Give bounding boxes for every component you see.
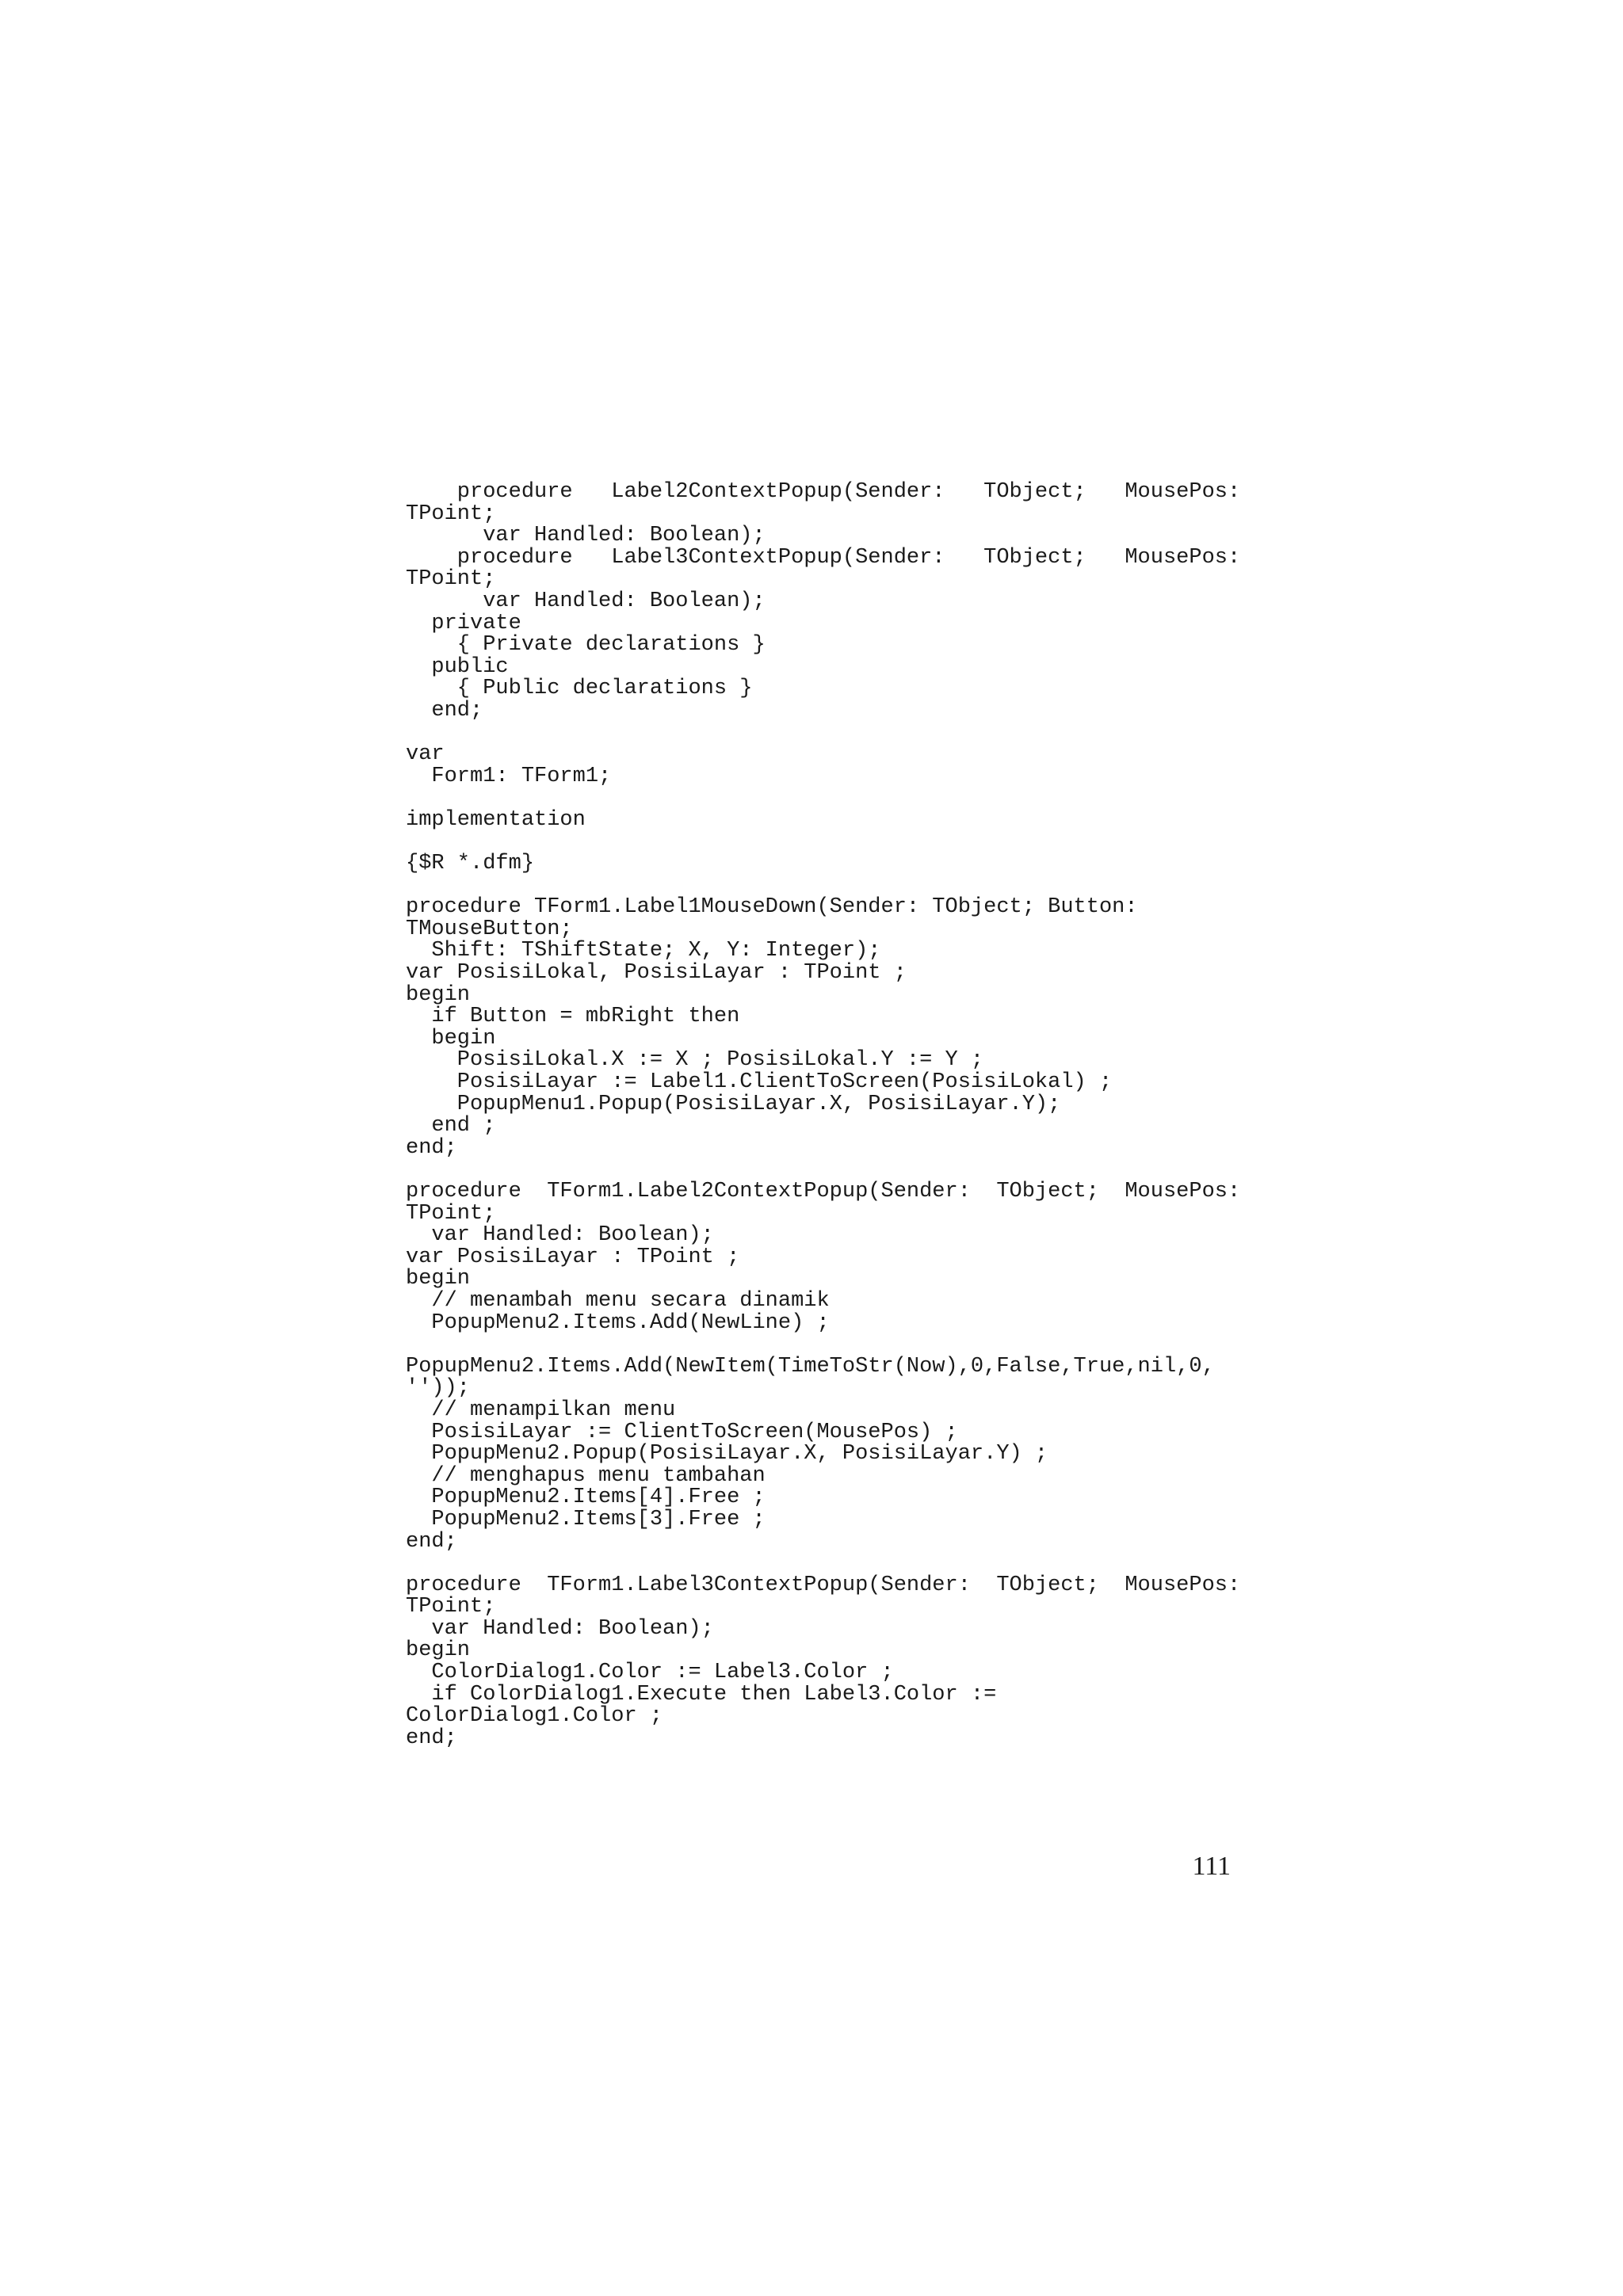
code-line: procedure Label2ContextPopup(Sender: TObject; MousePos: (406, 480, 1241, 504)
code-line: end ; (406, 1114, 496, 1138)
code-line: // menampilkan menu (406, 1398, 676, 1422)
code-line: if Button = mbRight then (406, 1005, 740, 1029)
code-line: {$R *.dfm} (406, 852, 535, 876)
code-line: PopupMenu1.Popup(PosisiLayar.X, PosisiLayar.Y); (406, 1092, 1061, 1116)
code-line: if ColorDialog1.Execute then Label3.Color := (406, 1682, 997, 1707)
code-line: var Handled: Boolean); (406, 524, 766, 548)
code-line (406, 1553, 1239, 1575)
code-line: ColorDialog1.Color ; (406, 1704, 663, 1729)
code-line: var Handled: Boolean); (406, 589, 766, 613)
code-line: PosisiLayar := ClientToScreen(MousePos) ; (406, 1420, 958, 1444)
code-line: begin (406, 1638, 471, 1663)
code-line: var (406, 742, 445, 767)
code-line (406, 832, 1239, 854)
code-line: Form1: TForm1; (406, 764, 612, 788)
code-line: var PosisiLayar : TPoint ; (406, 1245, 740, 1269)
code-line: PopupMenu2.Items.Add(NewItem(TimeToStr(Now),0,False,True,nil,0, (406, 1354, 1215, 1379)
code-line: end; (406, 1529, 457, 1554)
code-line (406, 1749, 1239, 1772)
code-line (406, 875, 1239, 898)
code-line: private (406, 611, 521, 635)
code-line: PopupMenu2.Popup(PosisiLayar.X, PosisiLayar.Y) ; (406, 1442, 1048, 1466)
code-line: procedure TForm1.Label2ContextPopup(Sender: TObject; MousePos: (406, 1180, 1241, 1203)
code-line (406, 723, 1239, 745)
code-line: PopupMenu2.Items[4].Free ; (406, 1486, 766, 1510)
code-line: TMouseButton; (406, 917, 573, 941)
code-line: end; (406, 1726, 457, 1750)
code-line: PosisiLayar := Label1.ClientToScreen(PosisiLokal) ; (406, 1070, 1113, 1095)
code-line: { Private declarations } (406, 633, 766, 658)
code-line: PopupMenu2.Items.Add(NewLine) ; (406, 1310, 830, 1335)
code-line: PosisiLokal.X := X ; PosisiLokal.Y := Y ; (406, 1048, 984, 1073)
code-line (406, 1334, 1239, 1356)
code-line: TPoint; (406, 1595, 496, 1619)
code-line: PopupMenu2.Items[3].Free ; (406, 1507, 766, 1531)
code-line: TPoint; (406, 567, 496, 592)
code-line: // menambah menu secara dinamik (406, 1288, 830, 1313)
code-line: ColorDialog1.Color := Label3.Color ; (406, 1661, 894, 1685)
code-line (406, 788, 1239, 810)
code-line: var Handled: Boolean); (406, 1616, 714, 1641)
code-line: end; (406, 698, 483, 723)
code-line: procedure Label3ContextPopup(Sender: TObject; MousePos: (406, 545, 1241, 570)
code-line: '')); (406, 1376, 471, 1401)
code-line: begin (406, 1267, 471, 1291)
code-listing (406, 482, 1239, 1772)
code-line: procedure TForm1.Label1MouseDown(Sender: TObject; Button: (406, 895, 1138, 920)
code-line: implementation (406, 807, 586, 832)
page-number: 111 (1192, 1852, 1231, 1881)
code-line: begin (406, 1026, 496, 1051)
code-line (406, 1159, 1239, 1181)
code-line: procedure TForm1.Label3ContextPopup(Sender: TObject; MousePos: (406, 1573, 1241, 1597)
code-line: begin (406, 982, 471, 1007)
code-line: { Public declarations } (406, 677, 753, 701)
code-line: TPoint; (406, 502, 496, 526)
code-line: TPoint; (406, 1201, 496, 1226)
code-line: end; (406, 1135, 457, 1160)
code-line: Shift: TShiftState; X, Y: Integer); (406, 939, 881, 963)
code-line: var PosisiLokal, PosisiLayar : TPoint ; (406, 961, 907, 986)
code-line: // menghapus menu tambahan (406, 1463, 766, 1488)
code-line: var Handled: Boolean); (406, 1223, 714, 1248)
code-line: public (406, 654, 509, 679)
